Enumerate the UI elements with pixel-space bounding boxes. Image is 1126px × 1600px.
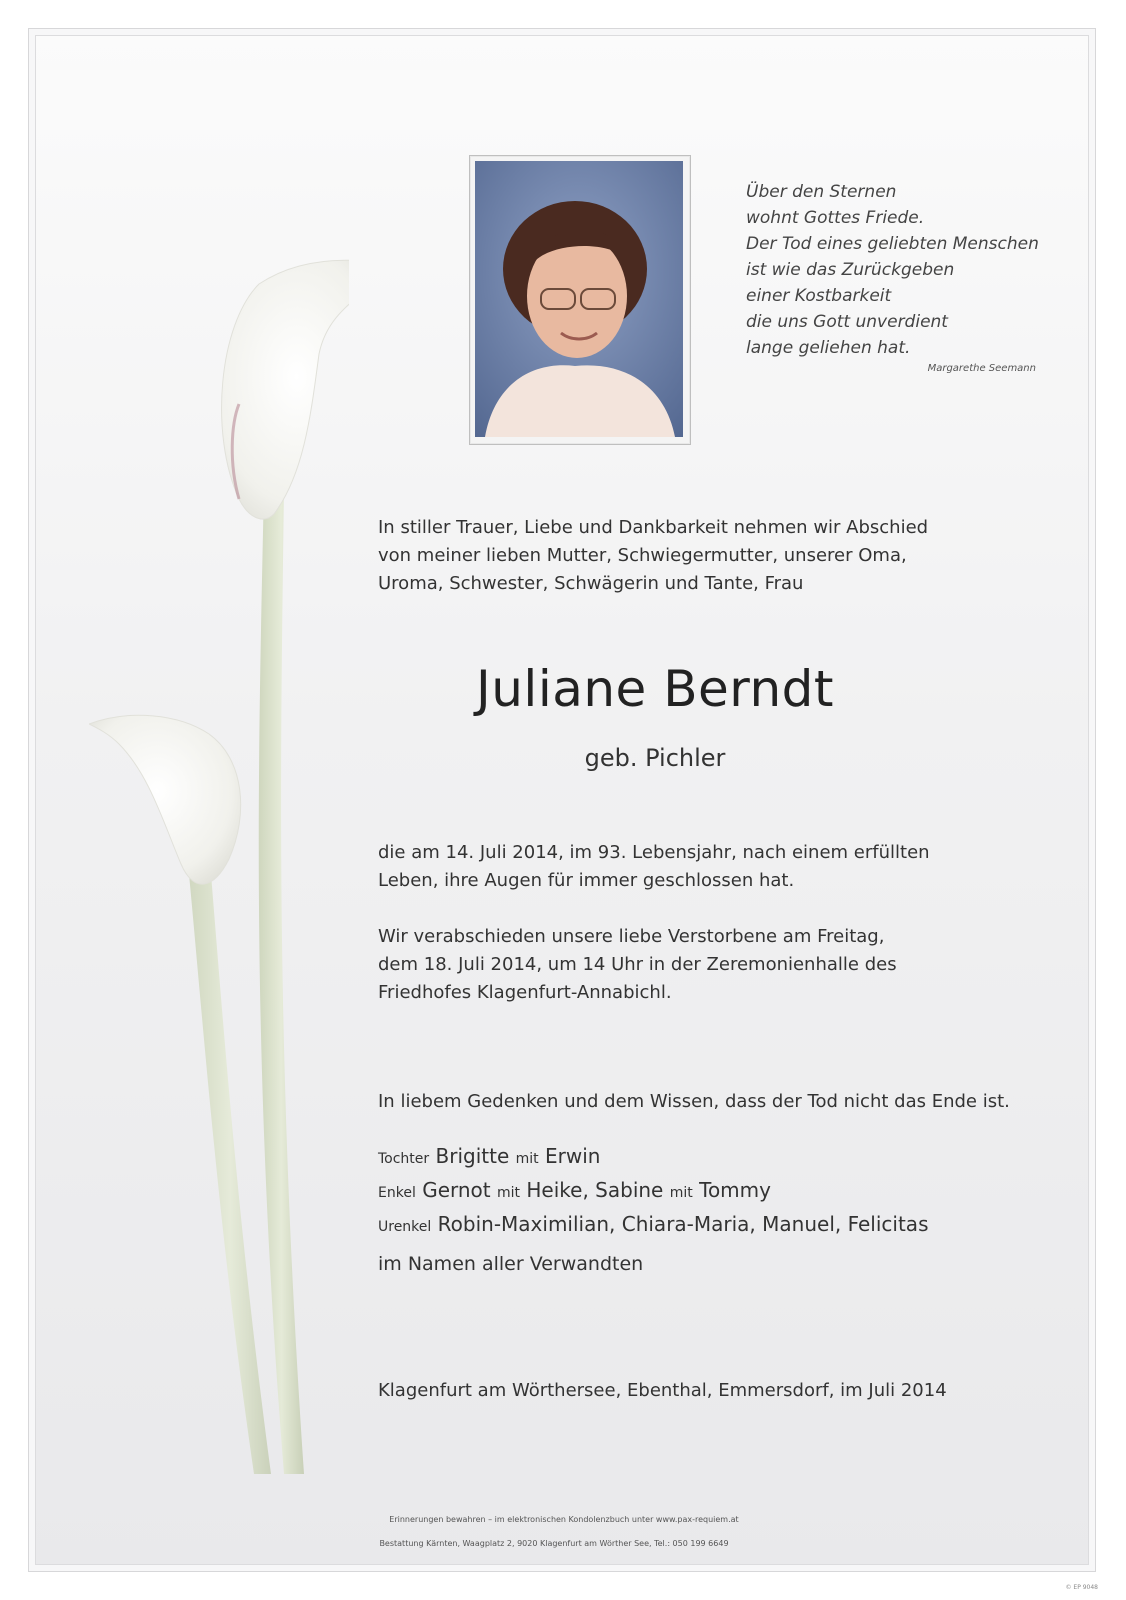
- poem-line: Der Tod eines geliebten Menschen: [746, 234, 1039, 254]
- poem-line: wohnt Gottes Friede.: [746, 208, 925, 228]
- family-partner: Tommy: [699, 1178, 771, 1202]
- portrait-photo: [475, 161, 683, 437]
- family-list: [378, 1141, 998, 1243]
- intro-line: In stiller Trauer, Liebe und Dankbarkeit nehmen wir Abschied: [378, 517, 929, 538]
- poem-author: Margarethe Seemann: [927, 363, 1036, 374]
- family-row-great-grandchildren: [378, 1209, 998, 1243]
- family-row-grandchildren: [378, 1175, 998, 1209]
- death-notice: [378, 839, 998, 895]
- funeral-details: [378, 923, 998, 1007]
- deceased-name: Juliane Berndt: [476, 660, 834, 718]
- poem-line: lange geliehen hat.: [746, 338, 911, 358]
- poem-line: Über den Sternen: [746, 182, 897, 202]
- remembrance-line: In liebem Gedenken und dem Wissen, dass der Tod nicht das Ende ist.: [378, 1091, 1010, 1112]
- family-role: Urenkel: [378, 1219, 432, 1235]
- family-partner: Heike, Sabine: [526, 1178, 664, 1202]
- obituary-card: [28, 28, 1096, 1572]
- place-and-date: Klagenfurt am Wörthersee, Ebenthal, Emmersdorf, im Juli 2014: [378, 1380, 947, 1401]
- family-partner: Erwin: [545, 1144, 601, 1168]
- family-with: mit: [515, 1151, 539, 1167]
- poem-line: einer Kostbarkeit: [746, 286, 892, 306]
- family-name: Brigitte: [435, 1144, 510, 1168]
- funeral-line: Wir verabschieden unsere liebe Verstorbene am Freitag,: [378, 926, 885, 947]
- family-name: Robin-Maximilian, Chiara-Maria, Manuel, Felicitas: [437, 1212, 929, 1236]
- footer-funeral-home: Bestattung Kärnten, Waagplatz 2, 9020 Klagenfurt am Wörther See, Tel.: 050 199 6649: [379, 1539, 729, 1548]
- maiden-name: geb. Pichler: [584, 744, 726, 772]
- calla-lily-illustration: [89, 234, 349, 1484]
- intro-line: Uroma, Schwester, Schwägerin und Tante, Frau: [378, 573, 804, 594]
- family-role: Tochter: [378, 1151, 430, 1167]
- memorial-poem: [746, 179, 1066, 377]
- intro-line: von meiner lieben Mutter, Schwiegermutter, unserer Oma,: [378, 545, 907, 566]
- funeral-line: dem 18. Juli 2014, um 14 Uhr in der Zeremonienhalle des: [378, 954, 897, 975]
- family-with: mit: [497, 1185, 521, 1201]
- poem-line: ist wie das Zurückgeben: [746, 260, 955, 280]
- family-role: Enkel: [378, 1185, 416, 1201]
- family-name: Gernot: [422, 1178, 491, 1202]
- death-notice-line: die am 14. Juli 2014, im 93. Lebensjahr, nach einem erfüllten: [378, 842, 930, 863]
- footer-condolence-book: Erinnerungen bewahren – im elektronischen Kondolenzbuch unter www.pax-requiem.at: [389, 1515, 739, 1524]
- poem-line: die uns Gott unverdient: [746, 312, 948, 332]
- remembrance-text: [378, 1088, 1010, 1116]
- family-row-daughter: [378, 1141, 998, 1175]
- family-with: mit: [669, 1185, 693, 1201]
- relatives-signoff: im Namen aller Verwandten: [378, 1253, 644, 1275]
- death-notice-line: Leben, ihre Augen für immer geschlossen hat.: [378, 870, 795, 891]
- funeral-line: Friedhofes Klagenfurt-Annabichl.: [378, 982, 672, 1003]
- mourning-intro: [378, 514, 978, 598]
- portrait-photo-frame: [469, 155, 691, 445]
- template-code: © EP 9048: [1065, 1584, 1098, 1591]
